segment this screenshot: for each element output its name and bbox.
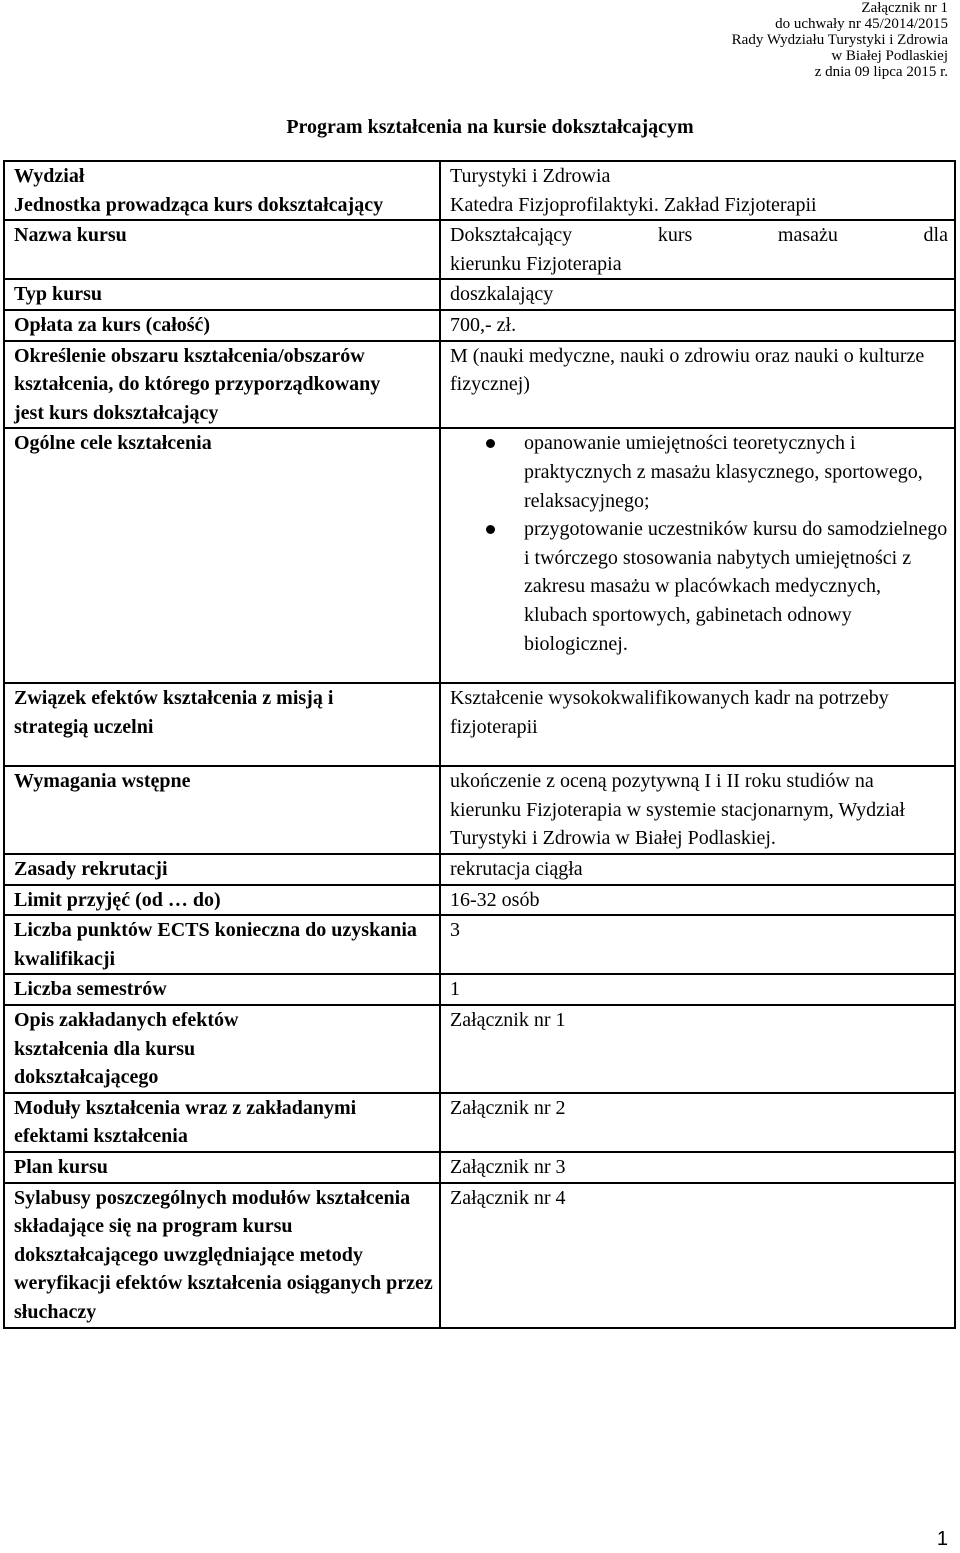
attachment-header	[732, 0, 948, 80]
row-value: Turystyki i Zdrowia	[440, 161, 955, 191]
header-line: Rady Wydziału Turystyki i Zdrowia	[731, 32, 948, 48]
row-label: Opłata za kurs (całość)	[4, 310, 440, 341]
row-label: Określenie obszaru kształcenia/obszarów kształcenia, do którego przyporządkowany jest kurs dokształcający	[4, 341, 440, 429]
table-row	[4, 885, 955, 916]
row-value: 1	[440, 974, 955, 1005]
row-value: 16-32 osób	[440, 885, 955, 916]
row-label: Wydział	[4, 161, 440, 191]
header-line: z dnia 09 lipca 2015 r.	[814, 64, 948, 80]
list-item	[524, 515, 948, 658]
row-value: Załącznik nr 2	[440, 1093, 955, 1152]
row-value: 700,- zł.	[440, 310, 955, 341]
row-value	[440, 428, 955, 683]
bullet-icon	[486, 439, 495, 448]
table-row	[4, 1183, 955, 1328]
row-label: Wymagania wstępne	[4, 766, 440, 854]
row-label: Związek efektów kształcenia z misją i strategią uczelni	[4, 683, 440, 766]
list-item-text: opanowanie umiejętności teoretycznych i praktycznych z masażu klasycznego, sportowego, relaksacyjnego;	[524, 432, 923, 512]
page-number: 1	[936, 1528, 948, 1550]
table-row	[4, 915, 955, 974]
table-row	[4, 341, 955, 429]
list-item-text: przygotowanie uczestników kursu do samodzielnego i twórczego stosowania nabytych umiejętności z zakresu masażu w placówkach medycznych, klubach sportowych, gabinetach odnowy biologicznej.	[524, 518, 948, 655]
row-value: 3	[440, 915, 955, 974]
row-value: Załącznik nr 1	[440, 1005, 955, 1093]
row-value	[440, 220, 955, 279]
row-label: Ogólne cele kształcenia	[4, 428, 440, 683]
document-title: Program kształcenia na kursie dokształcającym	[286, 116, 694, 138]
row-label: Sylabusy poszczególnych modułów kształcenia składające się na program kursu dokształcającego uwzględniające metody weryfikacji efektów kształcenia osiąganych przez słuchaczy	[4, 1183, 440, 1328]
row-value-line: Dokształcający kurs masażu dla	[450, 224, 948, 247]
list-item	[524, 429, 948, 515]
row-label: Liczba punktów ECTS konieczna do uzyskania kwalifikacji	[4, 915, 440, 974]
header-line: Załącznik nr 1	[861, 0, 948, 16]
row-label: Typ kursu	[4, 279, 440, 310]
row-label: Liczba semestrów	[4, 974, 440, 1005]
table-row	[4, 1005, 955, 1093]
table-row	[4, 1152, 955, 1183]
row-label: Zasady rekrutacji	[4, 854, 440, 885]
table-row	[4, 161, 955, 191]
table-row	[4, 220, 955, 279]
row-label: Plan kursu	[4, 1152, 440, 1183]
row-value-line: kierunku Fizjoterapia	[450, 252, 622, 275]
goals-list	[450, 429, 948, 658]
row-label: Jednostka prowadząca kurs dokształcający	[4, 191, 440, 221]
table-row	[4, 279, 955, 310]
header-line: do uchwały nr 45/2014/2015	[775, 16, 948, 32]
table-row	[4, 1093, 955, 1152]
row-value: Katedra Fizjoprofilaktyki. Zakład Fizjoterapii	[440, 191, 955, 221]
program-table	[3, 160, 956, 1329]
row-label: Limit przyjęć (od … do)	[4, 885, 440, 916]
table-row	[4, 191, 955, 221]
row-label: Nazwa kursu	[4, 220, 440, 279]
row-value: ukończenie z oceną pozytywną I i II roku studiów na kierunku Fizjoterapia w systemie stacjonarnym, Wydział Turystyki i Zdrowia w Białej Podlaskiej.	[440, 766, 955, 854]
row-label: Moduły kształcenia wraz z zakładanymi efektami kształcenia	[4, 1093, 440, 1152]
table-row	[4, 974, 955, 1005]
table-row	[4, 766, 955, 854]
header-line: w Białej Podlaskiej	[831, 48, 948, 64]
bullet-icon	[486, 525, 495, 534]
row-value: doszkalający	[440, 279, 955, 310]
table-row	[4, 310, 955, 341]
row-value: Załącznik nr 3	[440, 1152, 955, 1183]
table-row	[4, 428, 955, 683]
table-row	[4, 854, 955, 885]
row-value: Kształcenie wysokokwalifikowanych kadr na potrzeby fizjoterapii	[440, 683, 955, 766]
row-value: M (nauki medyczne, nauki o zdrowiu oraz nauki o kulturze fizycznej)	[440, 341, 955, 429]
table-row	[4, 683, 955, 766]
row-value: Załącznik nr 4	[440, 1183, 955, 1328]
row-value: rekrutacja ciągła	[440, 854, 955, 885]
row-label: Opis zakładanych efektów kształcenia dla kursu dokształcającego	[4, 1005, 440, 1093]
